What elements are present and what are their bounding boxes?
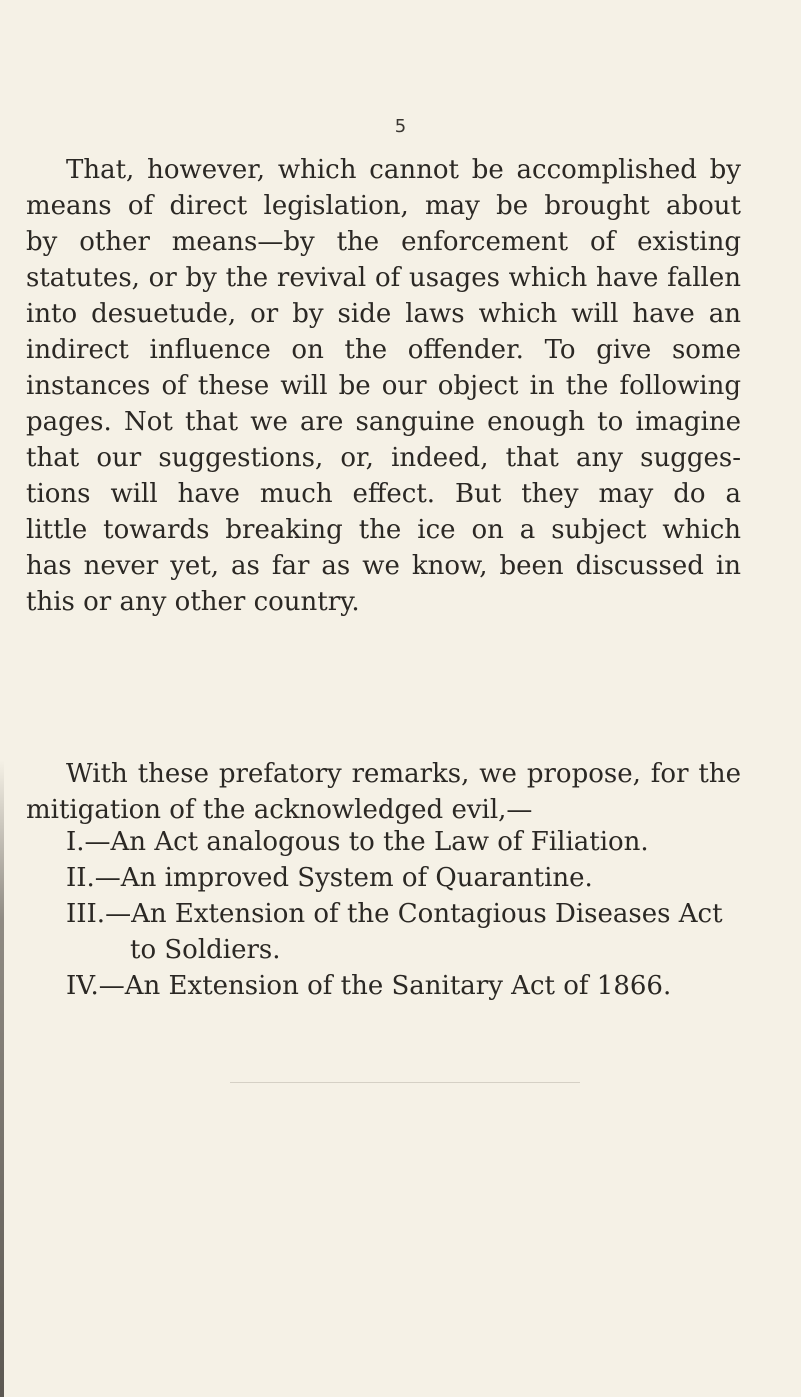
page-number: 5 xyxy=(394,116,407,137)
proposal-item-3 xyxy=(0,896,780,968)
prefatory-paragraph xyxy=(0,756,741,828)
text-line: indirect influence on the offender. To give some xyxy=(26,335,741,365)
proposal-text: I.—An Act analogous to the Law of Filiation. xyxy=(66,827,649,857)
faint-rule xyxy=(230,1082,580,1083)
text-line: statutes, or by the revival of usages which have fallen xyxy=(26,263,741,293)
text-line: this or any other country. xyxy=(26,587,360,617)
text-line: has never yet, as far as we know, been discussed in xyxy=(26,551,741,581)
text-line: that our suggestions, or, indeed, that any sugges- xyxy=(26,443,741,473)
text-line: That, however, which cannot be accomplished by xyxy=(66,155,741,185)
body-paragraph xyxy=(0,152,741,620)
text-line: means of direct legislation, may be brought about xyxy=(26,191,741,221)
text-line: tions will have much effect. But they may do a xyxy=(26,479,741,509)
proposal-text: IV.—An Extension of the Sanitary Act of 1866. xyxy=(66,971,672,1001)
proposal-text: II.—An improved System of Quarantine. xyxy=(66,863,593,893)
proposal-item-1 xyxy=(0,824,780,860)
proposal-list xyxy=(0,824,780,1004)
text-line: pages. Not that we are sanguine enough to imagine xyxy=(26,407,741,437)
binding-edge-shadow xyxy=(0,760,4,1397)
text-line: instances of these will be our object in the following xyxy=(26,371,741,401)
proposal-text-continuation: to Soldiers. xyxy=(130,935,281,965)
text-line: mitigation of the acknowledged evil,— xyxy=(26,795,533,825)
proposal-text: III.—An Extension of the Contagious Diseases Act xyxy=(66,899,723,929)
proposal-item-4 xyxy=(0,968,780,1004)
proposal-item-2 xyxy=(0,860,780,896)
text-line: little towards breaking the ice on a subject which xyxy=(26,515,741,545)
text-line: into desuetude, or by side laws which will have an xyxy=(26,299,741,329)
text-line: With these prefatory remarks, we propose, for the xyxy=(66,759,741,789)
text-line: by other means—by the enforcement of existing xyxy=(26,227,741,257)
